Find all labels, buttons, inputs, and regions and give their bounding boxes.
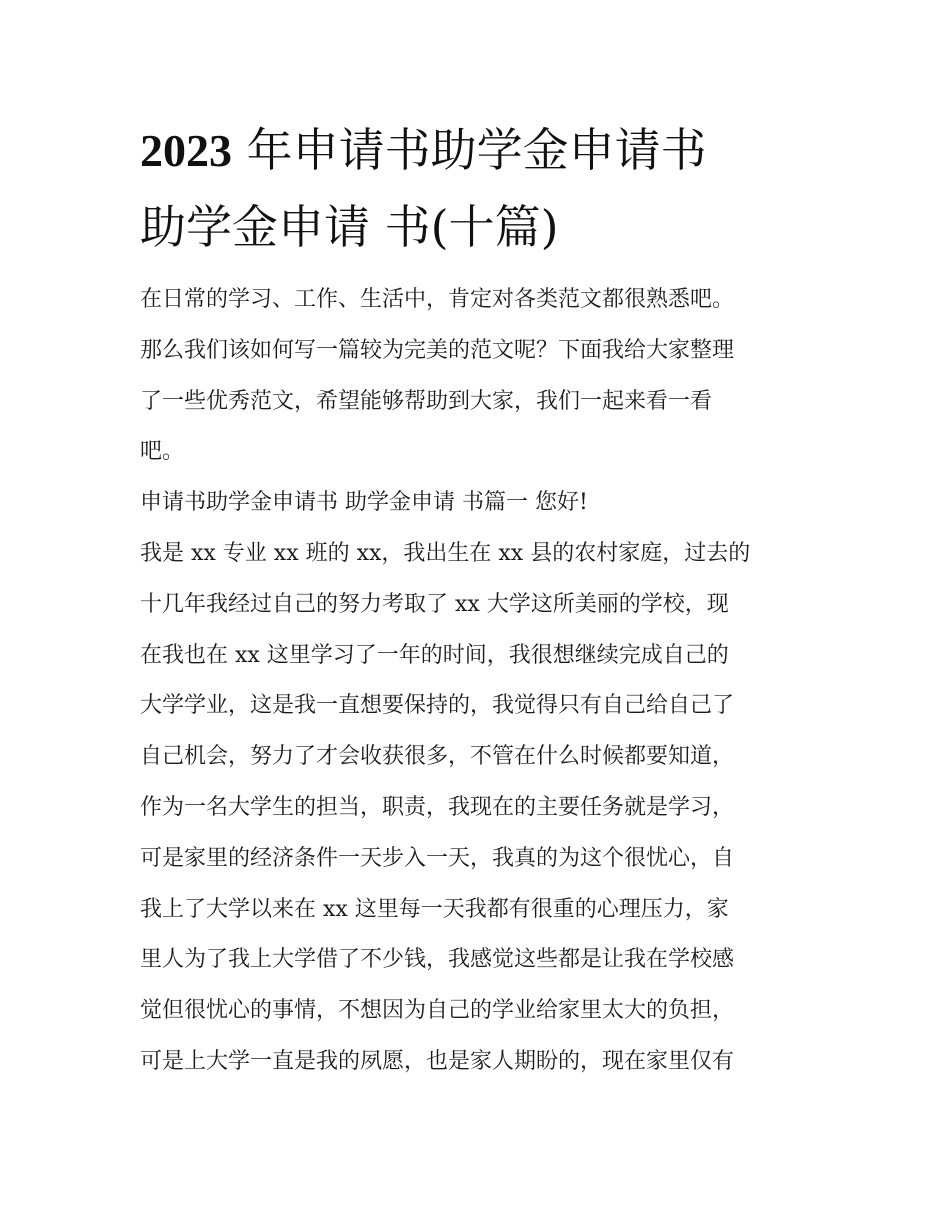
body-line: 了一些优秀范文，希望能够帮助到大家，我们一起来看一看: [140, 389, 713, 414]
body-line: 里人为了我上大学借了不少钱，我感觉这些都是让我在学校感: [140, 947, 735, 972]
body-line: 作为一名大学生的担当，职责，我现在的主要任务就是学习，: [140, 795, 735, 820]
body-line: 可是家里的经济条件一天步入一天，我真的为这个很忧心，自: [140, 846, 735, 871]
body-line: 自己机会，努力了才会收获很多，不管在什么时候都要知道，: [140, 744, 735, 769]
body-line: 那么我们该如何写一篇较为完美的范文呢？下面我给大家整理: [140, 338, 735, 363]
body-line: 十几年我经过自己的努力考取了 xx 大学这所美丽的学校，现: [140, 592, 729, 617]
title-year: 2023: [140, 125, 232, 176]
body-line: 大学学业，这是我一直想要保持的，我觉得只有自己给自己了: [140, 693, 735, 718]
title-line-1: 年申请书助学金申请书: [232, 123, 707, 177]
body-line: 觉但很忧心的事情，不想因为自己的学业给家里太大的负担，: [140, 998, 735, 1023]
body-line: 吧。: [140, 439, 185, 464]
section-heading: 申请书助学金申请书 助学金申请 书篇一 您好!: [140, 490, 588, 515]
body-line: 我上了大学以来在 xx 这里每一天我都有很重的心理压力，家: [140, 897, 729, 922]
title-line-2: 助学金申请 书(十篇): [140, 200, 559, 254]
document-title: [140, 112, 840, 266]
body-line: 可是上大学一直是我的夙愿，也是家人期盼的，现在家里仅有: [140, 1049, 735, 1074]
body-line: 我是 xx 专业 xx 班的 xx，我出生在 xx 县的农村家庭，过去的: [140, 541, 751, 566]
body-line: 在我也在 xx 这里学习了一年的时间，我很想继续完成自己的: [140, 643, 729, 668]
body-line: 在日常的学习、工作、生活中，肯定对各类范文都很熟悉吧。: [140, 287, 735, 312]
